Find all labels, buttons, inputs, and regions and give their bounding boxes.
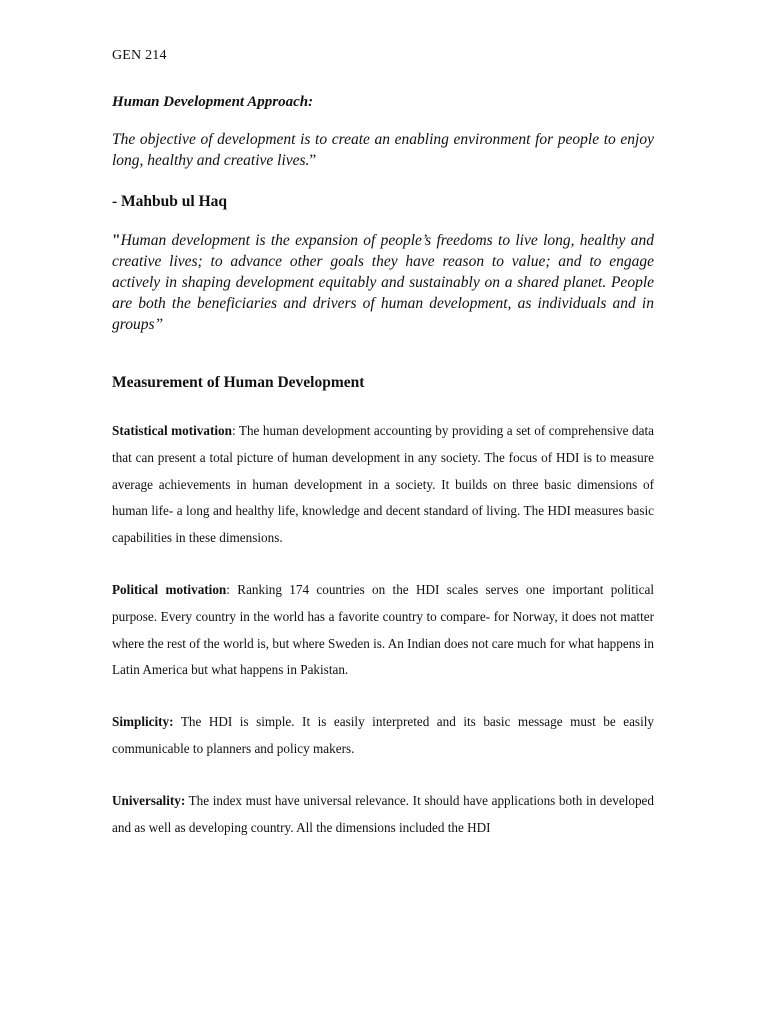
approach-title: Human Development Approach: <box>112 94 314 110</box>
paragraph-political-motivation <box>112 577 654 684</box>
development-quote-text: The objective of development is to create an enabling environment for people to enjoy long, healthy and creative lives. <box>112 131 654 169</box>
paragraph-term: Universality: <box>112 792 186 808</box>
paragraph-term: Simplicity: <box>112 714 174 730</box>
paragraph-statistical-motivation <box>112 418 654 552</box>
paragraph-universality <box>112 788 654 842</box>
paragraph-body: : The human development accounting by providing a set of comprehensive data that can present a total picture of human development in any society. The focus of HDI is to measure average achievements in human development in a society. It builds on three basic dimensions of human life- a long and healthy life, knowledge and decent standard of living. The HDI measures basic capabilities in these dimensions. <box>112 423 654 546</box>
paragraph-simplicity <box>112 709 654 763</box>
development-quote-close: ” <box>309 152 317 169</box>
course-code: GEN 214 <box>112 48 167 63</box>
human-development-definition <box>112 230 654 335</box>
definition-text: Human development is the expansion of people’s freedoms to live long, healthy and creative lives; to advance other goals they have reason to value; and to engage actively in shaping development equitably and sustainably on a shared planet. People are both the beneficiaries and drivers of human development, as individuals and in groups” <box>112 232 654 333</box>
definition-open-mark: " <box>112 232 121 249</box>
paragraph-body: The index must have universal relevance. It should have applications both in developed and as well as developing country. All the dimensions included the HDI <box>112 792 654 835</box>
measurement-heading: Measurement of Human Development <box>112 374 365 391</box>
development-quote <box>112 129 654 171</box>
paragraph-term: Statistical motivation <box>112 423 232 438</box>
paragraph-body: The HDI is simple. It is easily interpreted and its basic message must be easily communicable to planners and policy makers. <box>112 714 654 756</box>
paragraph-term: Political motivation <box>112 581 227 597</box>
quote-attribution: - Mahbub ul Haq <box>112 193 228 210</box>
document-content <box>112 46 654 866</box>
paragraph-body: : Ranking 174 countries on the HDI scales serves one important political purpose. Every country in the world has a favorite country to compare- for Norway, it does not matter where the rest of the world is, but where Sweden is. An Indian does not care much for what happens in Latin America but what happens in Pakistan. <box>112 581 655 678</box>
